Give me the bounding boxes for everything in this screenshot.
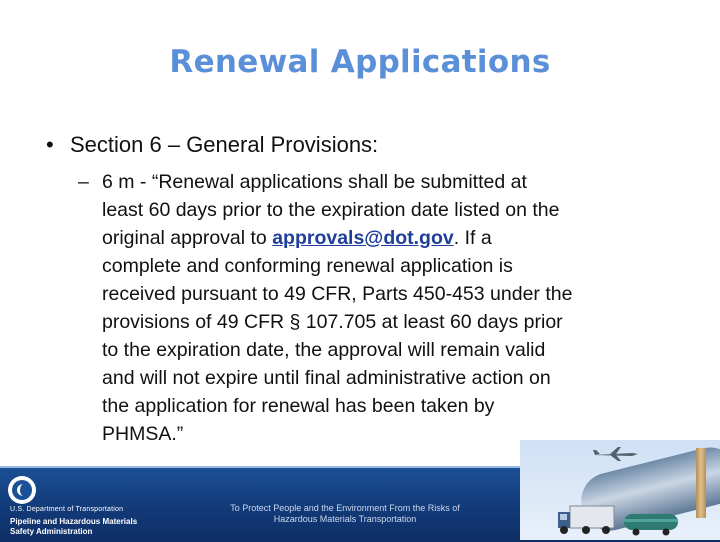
department-name: U.S. Department of Transportation <box>10 506 124 513</box>
text-line: 6 m - “Renewal applications shall be submitted at <box>102 171 527 193</box>
sub-bullet-marker: – <box>78 171 89 193</box>
agency-name-line1: Pipeline and Hazardous Materials <box>10 517 138 526</box>
approvals-email-link[interactable]: approvals@dot.gov <box>272 227 454 249</box>
text-line: PHMSA.” <box>102 423 184 445</box>
text-line: least 60 days prior to the expiration date listed on the <box>102 199 560 221</box>
text-line: to the expiration date, the approval will remain valid <box>102 339 546 361</box>
truck-icon <box>556 502 616 536</box>
mission-line: Hazardous Materials Transportation <box>273 514 417 524</box>
bullet-marker: • <box>46 132 54 157</box>
text-line: complete and conforming renewal application is <box>102 255 513 277</box>
bullet-text: Section 6 – General Provisions: <box>70 132 379 157</box>
text-line: and will not expire until final administrative action on <box>102 367 551 389</box>
text-fragment: . If a <box>453 227 492 249</box>
airplane-icon <box>592 446 640 462</box>
mission-line: To Protect People and the Environment From the Risks of <box>230 503 460 513</box>
tower-icon <box>696 448 706 518</box>
dot-logo-icon <box>8 476 36 504</box>
text-fragment: original approval to <box>102 227 273 249</box>
transportation-collage-icon <box>520 440 720 540</box>
text-line: the application for renewal has been taken by <box>102 395 495 417</box>
agency-name-line2: Safety Administration <box>10 527 93 536</box>
text-line-with-link <box>102 224 682 252</box>
slide-title: Renewal Applications <box>169 44 551 80</box>
mission-statement <box>200 503 490 525</box>
text-line: received pursuant to 49 CFR, Parts 450-453 under the <box>102 283 573 305</box>
sub-bullet-body <box>102 168 682 448</box>
text-line: provisions of 49 CFR § 107.705 at least 60 days prior <box>102 311 563 333</box>
tanker-icon <box>622 510 682 536</box>
